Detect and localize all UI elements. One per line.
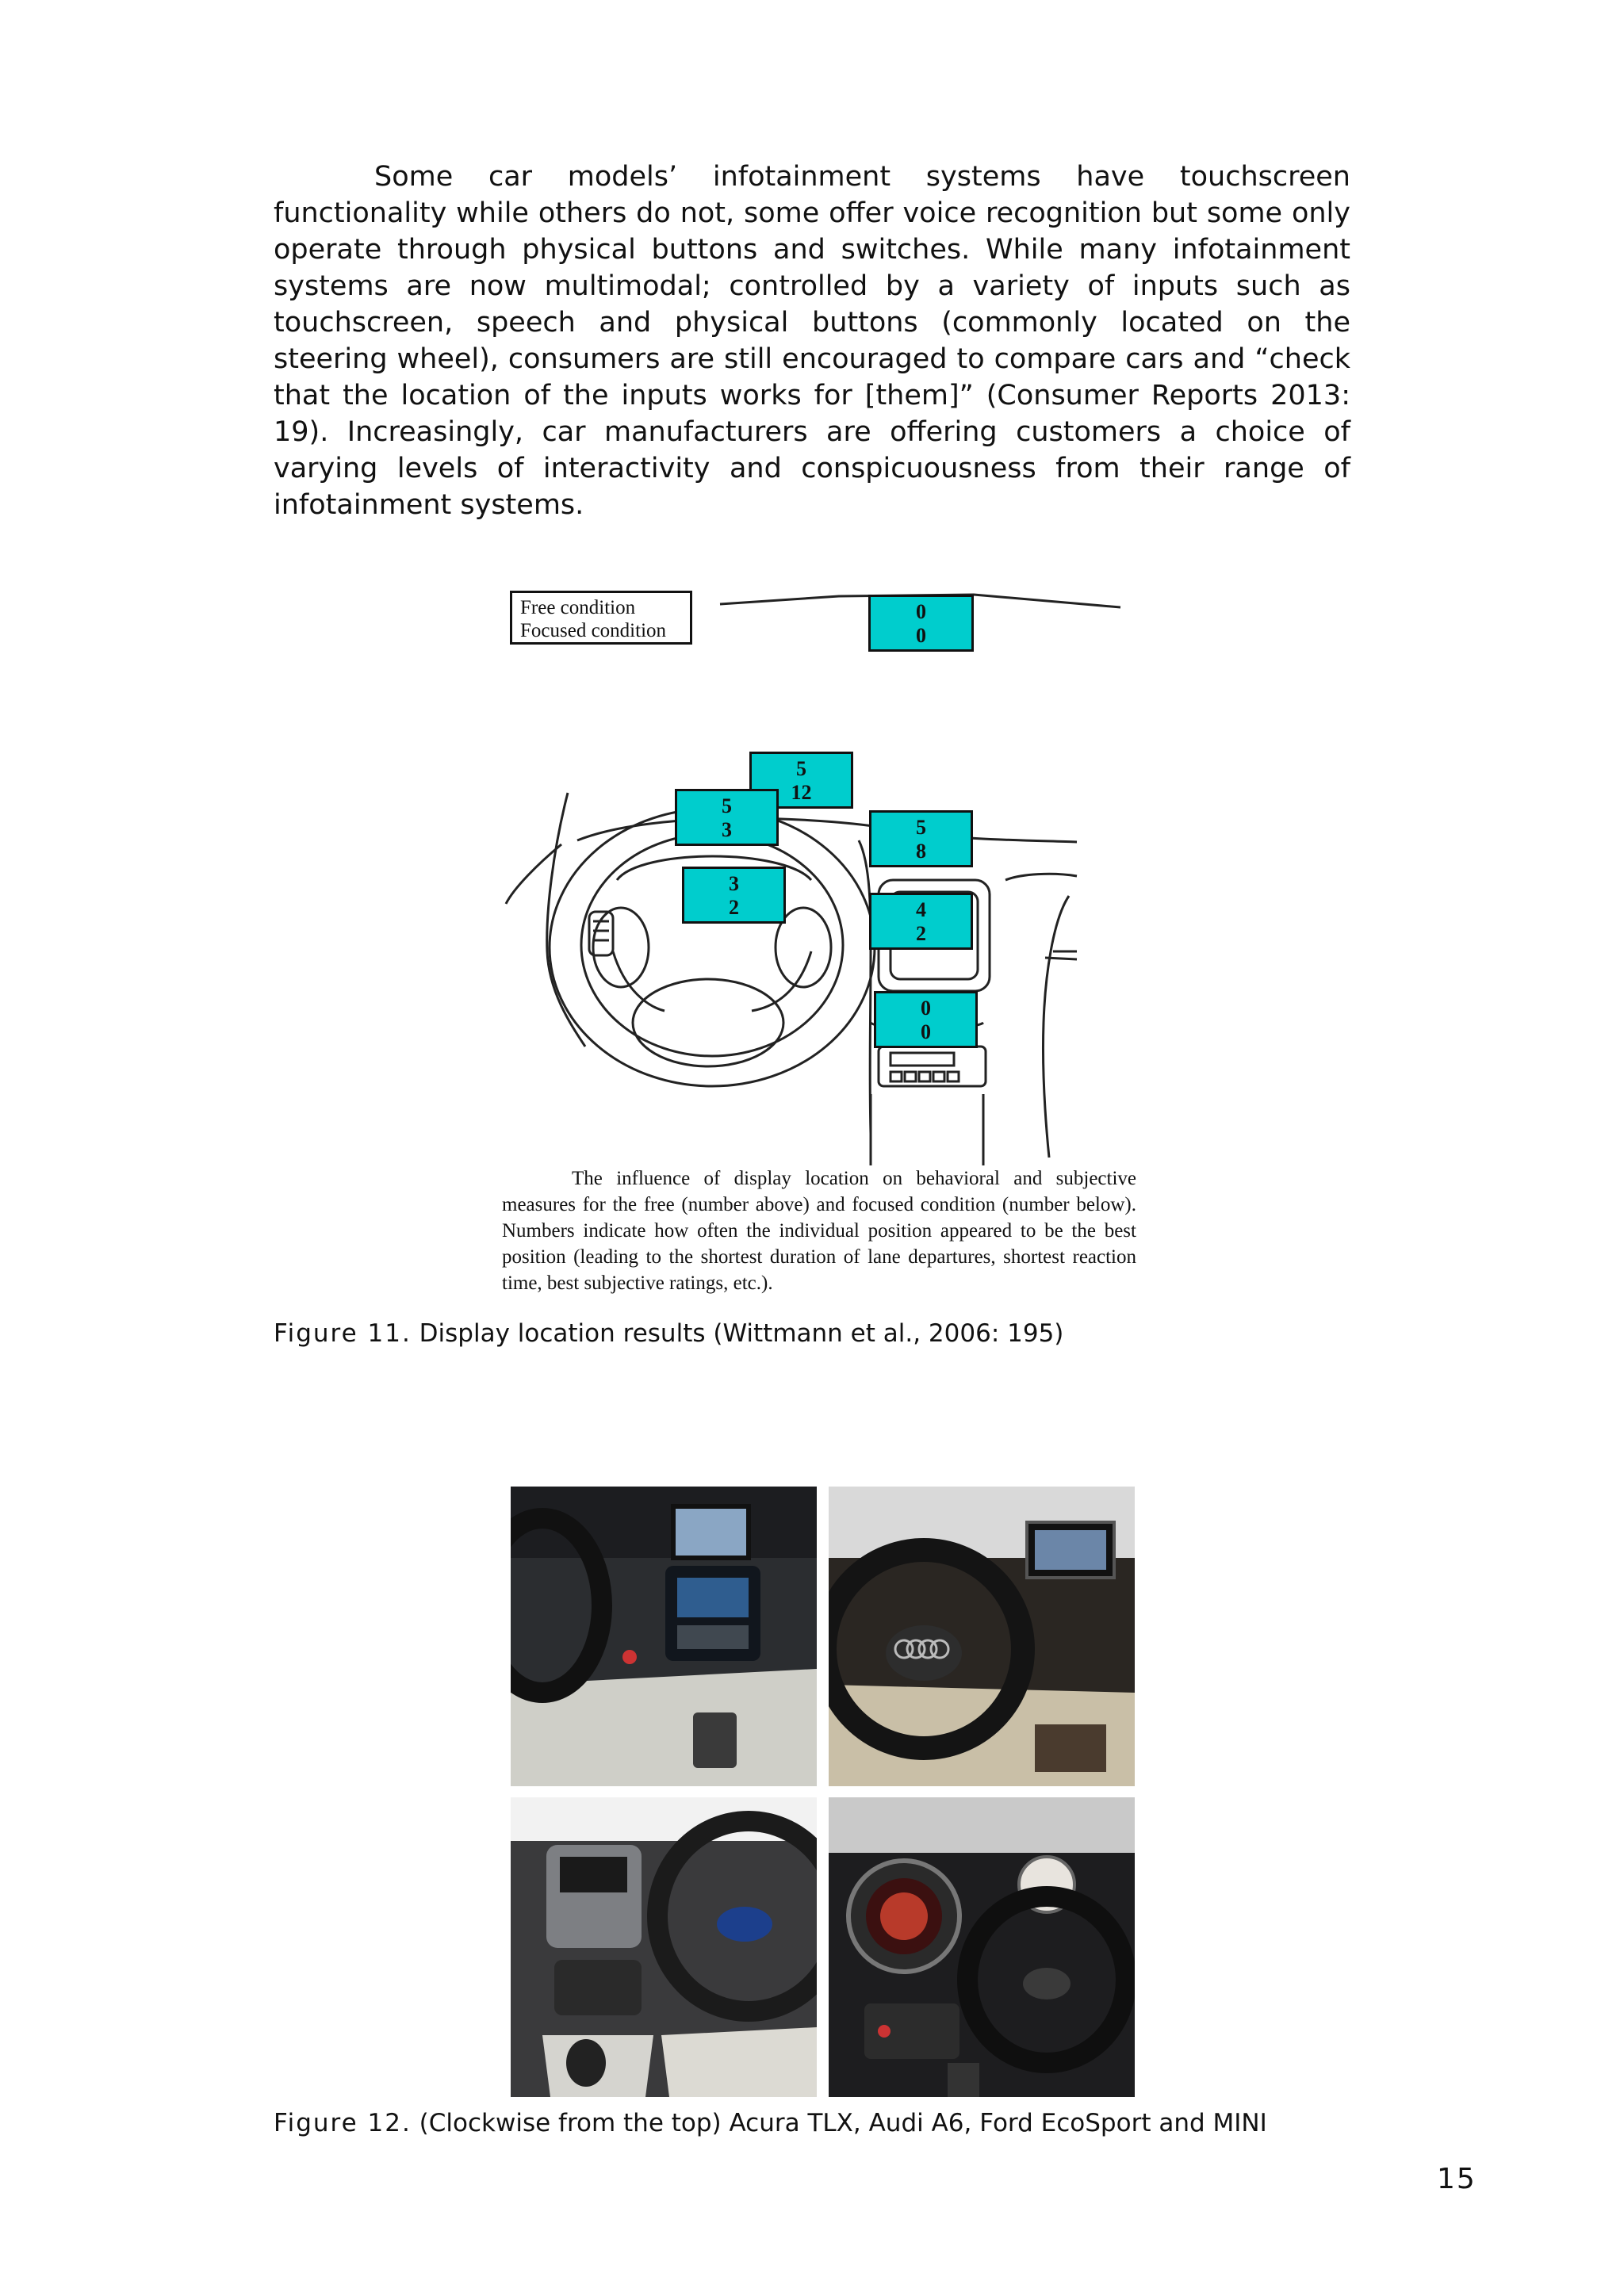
photo-mini bbox=[829, 1797, 1135, 2097]
free-value: 5 bbox=[722, 794, 732, 817]
figure-11-caption bbox=[274, 1318, 1063, 1349]
focused-value: 2 bbox=[916, 922, 926, 945]
photo-audi-a6 bbox=[829, 1487, 1135, 1786]
photo-ford-ecosport bbox=[511, 1797, 817, 2097]
focused-value: 2 bbox=[729, 896, 739, 919]
location-box-upper-cluster bbox=[675, 789, 779, 846]
free-value: 5 bbox=[916, 816, 926, 839]
focused-value: 8 bbox=[916, 840, 926, 863]
location-box-head-up bbox=[868, 595, 974, 652]
free-value: 5 bbox=[796, 757, 806, 780]
figure-12-label: Figure 12. bbox=[274, 2109, 412, 2137]
location-box-lower-center bbox=[874, 991, 978, 1048]
page-number: 15 bbox=[1437, 2163, 1477, 2195]
figure-11-caption-text: Display location results (Wittmann et al., 2006: 195) bbox=[411, 1319, 1064, 1348]
dashboard-line-drawing bbox=[498, 579, 1156, 1165]
figure-12-caption bbox=[274, 2107, 1267, 2139]
location-box-instrument-cluster bbox=[682, 867, 786, 924]
figure-12-caption-text: (Clockwise from the top) Acura TLX, Audi A6, Ford EcoSport and MINI bbox=[411, 2109, 1267, 2137]
figure-11-label: Figure 11. bbox=[274, 1319, 412, 1348]
legend-box bbox=[510, 591, 692, 645]
photo-acura-tlx bbox=[511, 1487, 817, 1786]
legend-free-condition: Free condition bbox=[520, 597, 636, 618]
focused-value: 12 bbox=[791, 781, 812, 804]
focused-value: 0 bbox=[921, 1020, 931, 1043]
body-paragraph: Some car models’ infotainment systems have touchscreen functionality while others do not, some offer voice recognition but some only operate through physical buttons and switches. While many infotainment systems are now multimodal; controlled by a variety of inputs such as touchscreen, speech and physical buttons (commonly located on the steering wheel), consumers are still encouraged to compare cars and “check that the location of the inputs works for [them]” (Consumer Reports 2013: 19). Increasingly, car manufacturers are offering customers a choice of varying levels of interactivity and conspicuousness from their range of infotainment systems. bbox=[274, 161, 1350, 521]
focused-value: 0 bbox=[916, 624, 926, 647]
free-value: 0 bbox=[921, 997, 931, 1020]
free-value: 4 bbox=[916, 898, 926, 921]
legend-focused-condition: Focused condition bbox=[520, 620, 667, 641]
figure-11-display-location-diagram bbox=[498, 579, 1156, 1296]
figure-11-embedded-caption: The influence of display location on behavioral and subjective measures for the free (number above) and focused condition (number below). Numbers indicate how often the individual position appeared to be the best position (leading to the shortest duration of lane departures, shortest reaction time, best subjective ratings, etc.). bbox=[502, 1168, 1136, 1294]
free-value: 0 bbox=[916, 600, 926, 623]
location-box-center-stack bbox=[869, 893, 973, 950]
free-value: 3 bbox=[729, 872, 739, 895]
focused-value: 3 bbox=[722, 818, 732, 841]
location-box-upper-center bbox=[869, 810, 973, 867]
